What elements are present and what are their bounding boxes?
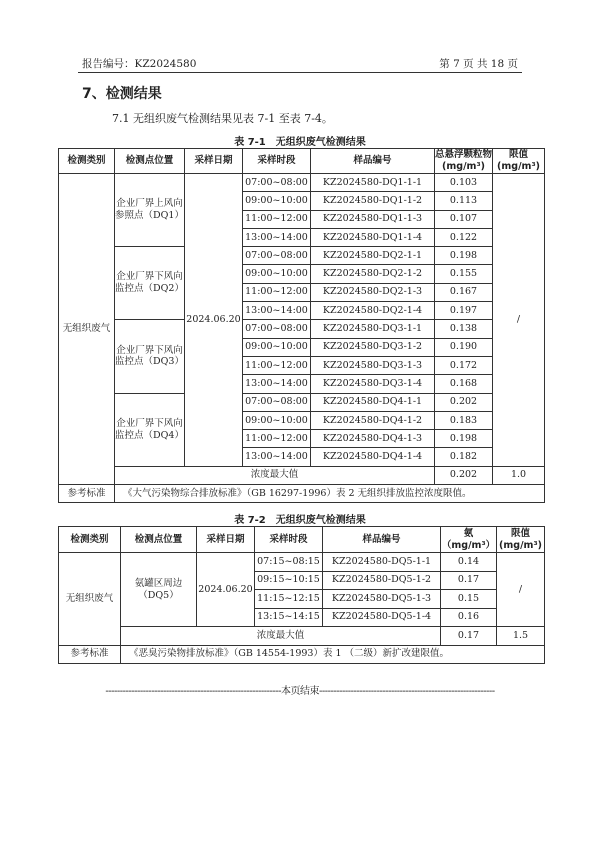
column-header: 检测类别	[59, 527, 121, 553]
sample-id-cell: KZ2024580-DQ2-1-2	[311, 265, 435, 283]
column-header: 样品编号	[323, 527, 441, 553]
limit-cell: /	[493, 174, 545, 467]
value-cell: 0.103	[435, 174, 493, 192]
sample-time-cell: 11:15~12:15	[255, 590, 323, 609]
sample-time-cell: 07:00~08:00	[243, 247, 311, 265]
sample-id-cell: KZ2024580-DQ3-1-1	[311, 320, 435, 338]
sample-time-cell: 09:00~10:00	[243, 411, 311, 429]
column-header: 氨（mg/m³）	[441, 527, 496, 551]
sample-date-cell: 2024.06.20	[185, 174, 243, 467]
intro-text: 7.1 无组织废气检测结果见表 7-1 至表 7-4。	[112, 112, 333, 125]
sample-time-cell: 11:00~12:00	[243, 356, 311, 374]
sample-id-cell: KZ2024580-DQ4-1-4	[311, 448, 435, 466]
sample-time-cell: 07:00~08:00	[243, 320, 311, 338]
value-cell: 0.155	[435, 265, 493, 283]
sample-time-cell: 07:00~08:00	[243, 393, 311, 411]
max-row	[59, 627, 545, 646]
sample-id-cell: KZ2024580-DQ3-1-3	[311, 356, 435, 374]
value-cell: 0.167	[435, 283, 493, 301]
value-cell: 0.113	[435, 192, 493, 210]
sample-id-cell: KZ2024580-DQ5-1-2	[323, 571, 441, 590]
sample-time-cell: 13:00~14:00	[243, 228, 311, 246]
sample-id-cell: KZ2024580-DQ4-1-2	[311, 411, 435, 429]
table-row	[59, 320, 545, 338]
sample-time-cell: 09:00~10:00	[243, 192, 311, 210]
sample-time-cell: 13:00~14:00	[243, 375, 311, 393]
sample-date-cell: 2024.06.20	[197, 553, 255, 627]
value-cell: 0.182	[435, 448, 493, 466]
category-cell: 无组织废气	[59, 174, 115, 485]
value-cell: 0.190	[435, 338, 493, 356]
column-header: 检测点位置	[121, 527, 197, 553]
sample-id-cell: KZ2024580-DQ1-1-2	[311, 192, 435, 210]
table-7-1	[58, 148, 545, 503]
sample-id-cell: KZ2024580-DQ4-1-1	[311, 393, 435, 411]
point-location-cell: 企业厂界下风向监控点（DQ3）	[115, 320, 185, 393]
page-header	[78, 54, 522, 73]
page-number: 第 7 页 共 18 页	[439, 58, 518, 70]
point-location-cell: 企业厂界下风向监控点（DQ2）	[115, 247, 185, 320]
table-7-2	[58, 526, 545, 664]
sample-id-cell: KZ2024580-DQ2-1-1	[311, 247, 435, 265]
value-cell: 0.198	[435, 247, 493, 265]
value-cell: 0.197	[435, 302, 493, 320]
sample-id-cell: KZ2024580-DQ3-1-4	[311, 375, 435, 393]
value-cell: 0.183	[435, 411, 493, 429]
reference-label-cell: 参考标准	[59, 645, 121, 664]
report-number: 报告编号：KZ2024580	[82, 58, 197, 70]
value-cell: 0.16	[441, 608, 497, 627]
value-cell: 0.198	[435, 430, 493, 448]
sample-time-cell: 09:00~10:00	[243, 338, 311, 356]
sample-id-cell: KZ2024580-DQ2-1-4	[311, 302, 435, 320]
value-cell: 0.202	[435, 393, 493, 411]
column-header: 总悬浮颗粒物 (mg/m³)	[435, 149, 493, 172]
value-cell: 0.138	[435, 320, 493, 338]
max-limit-cell: 1.5	[497, 627, 545, 646]
point-location-cell: 企业厂界下风向监控点（DQ4）	[115, 393, 185, 466]
sample-time-cell: 11:00~12:00	[243, 210, 311, 228]
table-row	[59, 174, 545, 192]
max-label-cell: 浓度最大值	[115, 466, 435, 484]
reference-text-cell: 《大气污染物综合排放标准》（GB 16297-1996）表 2 无组织排放监控浓度限值。	[115, 485, 545, 503]
sample-id-cell: KZ2024580-DQ5-1-3	[323, 590, 441, 609]
sample-time-cell: 13:00~14:00	[243, 302, 311, 320]
sample-time-cell: 13:15~14:15	[255, 608, 323, 627]
sample-id-cell: KZ2024580-DQ2-1-3	[311, 283, 435, 301]
table-header-row	[59, 149, 545, 174]
column-header: 样品编号	[311, 149, 435, 174]
value-cell: 0.15	[441, 590, 497, 609]
section-title: 7、检测结果	[82, 86, 162, 102]
sample-id-cell: KZ2024580-DQ5-1-4	[323, 608, 441, 627]
sample-time-cell: 09:00~10:00	[243, 265, 311, 283]
sample-time-cell: 11:00~12:00	[243, 283, 311, 301]
max-label-cell: 浓度最大值	[121, 627, 441, 646]
column-header: 限值 (mg/m³)	[497, 527, 545, 553]
column-header: 采样时段	[255, 527, 323, 553]
reference-row	[59, 645, 545, 664]
limit-cell: /	[497, 553, 545, 627]
page-end-marker: -------------------------------------------------------------本页结束-------------------------------------------------------------	[105, 686, 495, 697]
column-header: 限值 (mg/m³)	[493, 149, 545, 174]
sample-id-cell: KZ2024580-DQ4-1-3	[311, 430, 435, 448]
reference-label-cell: 参考标准	[59, 485, 115, 503]
sample-time-cell: 07:15~08:15	[255, 553, 323, 572]
value-cell: 0.172	[435, 356, 493, 374]
table1-caption: 表 7-1 无组织废气检测结果	[234, 137, 366, 148]
max-value-cell: 0.202	[435, 466, 493, 484]
value-cell: 0.122	[435, 228, 493, 246]
value-cell: 0.168	[435, 375, 493, 393]
column-header: 采样日期	[197, 527, 255, 553]
table-row	[59, 553, 545, 572]
category-cell: 无组织废气	[59, 553, 121, 646]
column-header: 采样时段	[243, 149, 311, 174]
table2-caption: 表 7-2 无组织废气检测结果	[234, 515, 366, 526]
max-row	[59, 466, 545, 484]
sample-id-cell: KZ2024580-DQ1-1-1	[311, 174, 435, 192]
table-row	[59, 247, 545, 265]
max-limit-cell: 1.0	[493, 466, 545, 484]
value-cell: 0.107	[435, 210, 493, 228]
column-header: 检测点位置	[115, 149, 185, 174]
max-value-cell: 0.17	[441, 627, 497, 646]
value-cell: 0.14	[441, 553, 497, 572]
sample-id-cell: KZ2024580-DQ1-1-4	[311, 228, 435, 246]
sample-time-cell: 13:00~14:00	[243, 448, 311, 466]
sample-time-cell: 09:15~10:15	[255, 571, 323, 590]
sample-time-cell: 07:00~08:00	[243, 174, 311, 192]
value-cell: 0.17	[441, 571, 497, 590]
point-location-cell: 企业厂界上风向参照点（DQ1）	[115, 174, 185, 247]
column-header: 检测类别	[59, 149, 115, 174]
sample-id-cell: KZ2024580-DQ3-1-2	[311, 338, 435, 356]
reference-text-cell: 《恶臭污染物排放标准》（GB 14554-1993）表 1 （二级）新扩改建限值。	[121, 645, 545, 664]
sample-time-cell: 11:00~12:00	[243, 430, 311, 448]
sample-id-cell: KZ2024580-DQ5-1-1	[323, 553, 441, 572]
column-header: 采样日期	[185, 149, 243, 174]
point-location-cell: 氨罐区周边（DQ5）	[121, 553, 197, 627]
table-header-row	[59, 527, 545, 553]
sample-id-cell: KZ2024580-DQ1-1-3	[311, 210, 435, 228]
table-row	[59, 393, 545, 411]
reference-row	[59, 485, 545, 503]
